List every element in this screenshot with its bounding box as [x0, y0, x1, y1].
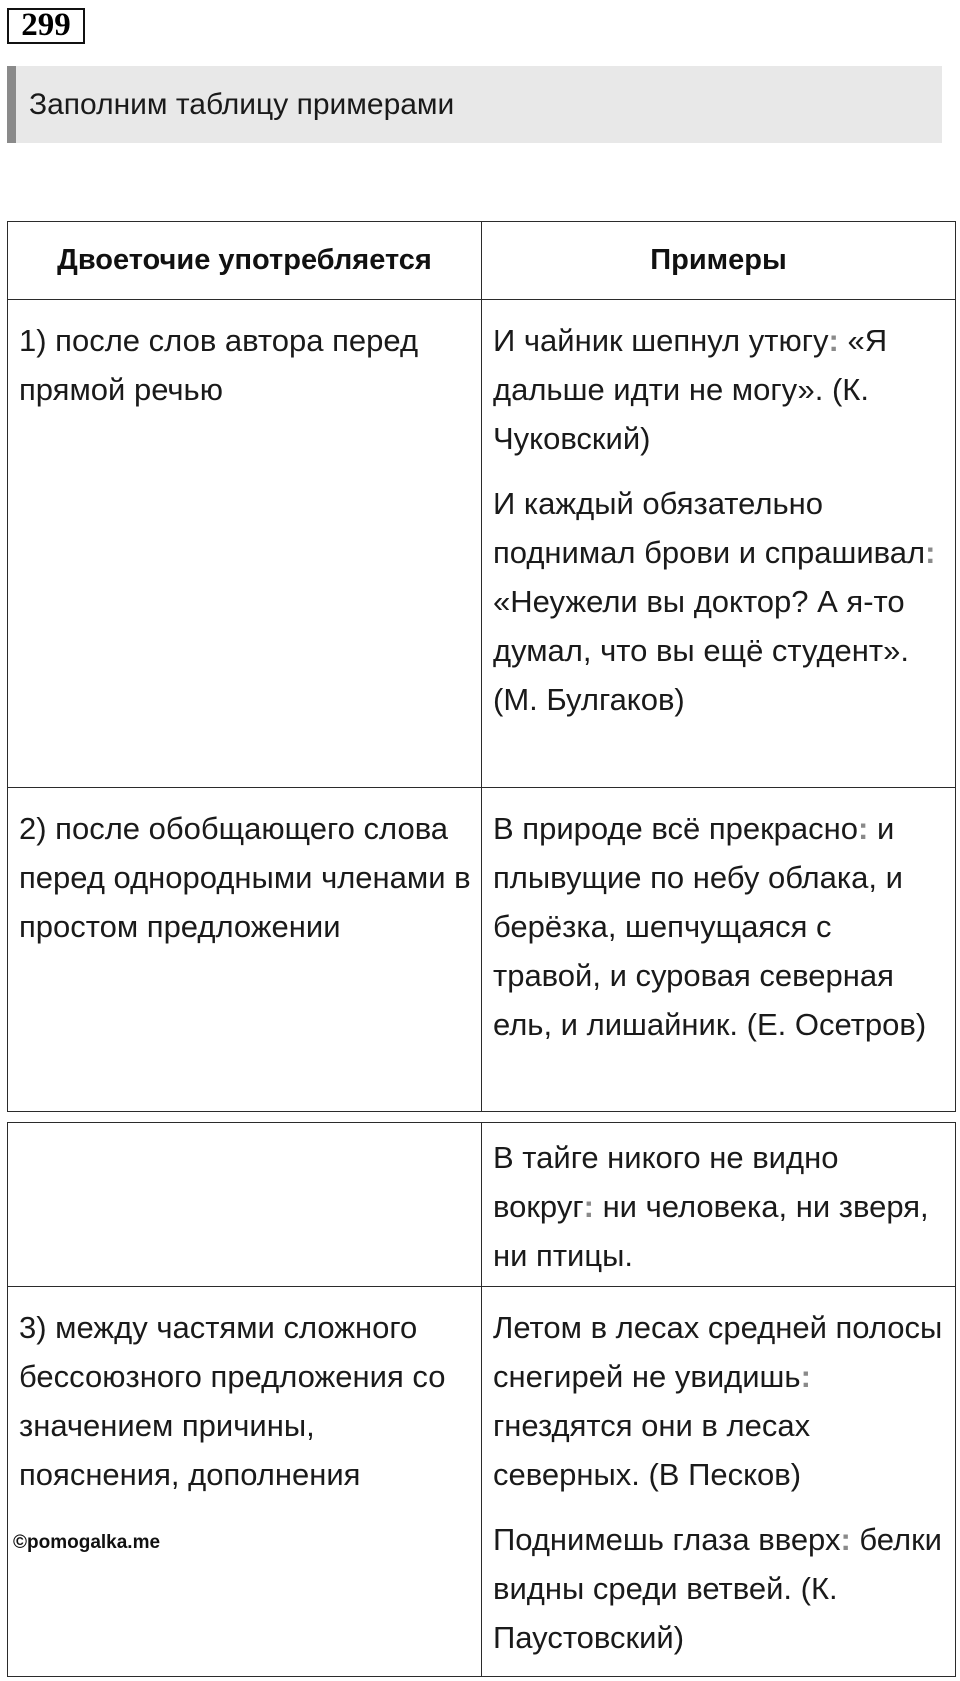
colon-mark: :: [840, 1522, 851, 1557]
rule-text: [8, 1123, 481, 1139]
rule-cell: [8, 1287, 482, 1677]
rule-text: 3) между частями сложного бессоюзного предложения со значением причины, пояснения, дополнения: [19, 1310, 446, 1492]
examples-cell: [482, 1123, 956, 1287]
header-usage: Двоеточие употребляется: [8, 222, 482, 300]
example-text: Поднимешь глаза вверх: белки видны среди ветвей. (К. Паустовский): [493, 1522, 942, 1655]
examples-cell: [482, 300, 956, 788]
examples-cell: [482, 1287, 956, 1677]
colon-mark: :: [800, 1359, 811, 1394]
example-text: В природе всё прекрасно: и плывущие по небу облака, и берёзка, шепчущаяся с травой, и суровая северная ель, и лишайник. (Е. Осетров): [493, 811, 927, 1042]
rule-cell: [8, 788, 482, 1112]
rule-cell: [8, 300, 482, 788]
example-text: Летом в лесах средней полосы снегирей не увидишь: гнездятся они в лесах северных. (В Песков): [493, 1310, 943, 1492]
table-row: [8, 788, 956, 1112]
watermark: ©pomogalka.me: [13, 1532, 161, 1553]
rule-text: 1) после слов автора перед прямой речью: [19, 323, 419, 407]
examples-cell: [482, 788, 956, 1112]
section-banner: [7, 66, 942, 143]
example-text: И каждый обязательно поднимал брови и спрашивал: «Неужели вы доктор? А я-то думал, что вы ещё студент». (М. Булгаков): [493, 486, 936, 717]
rule-text: 2) после обобщающего слова перед однородными членами в простом предложении: [19, 811, 471, 944]
task-number: 299: [7, 8, 85, 44]
example-text: И чайник шепнул утюгу: «Я дальше идти не могу». (К. Чуковский): [493, 323, 888, 456]
colon-mark: :: [925, 535, 936, 570]
table-row: [8, 1123, 956, 1287]
colon-usage-table-continued: [7, 1122, 956, 1677]
colon-mark: :: [828, 323, 839, 358]
header-examples: Примеры: [482, 222, 956, 300]
colon-mark: :: [583, 1189, 594, 1224]
rule-cell: [8, 1123, 482, 1287]
table-row: [8, 300, 956, 788]
example-text: В тайге никого не видно вокруг: ни человека, ни зверя, ни птицы.: [493, 1140, 929, 1273]
table-row: [8, 1287, 956, 1677]
colon-mark: :: [858, 811, 869, 846]
banner-title: Заполним таблицу примерами: [29, 88, 455, 121]
colon-usage-table: [7, 221, 956, 1112]
